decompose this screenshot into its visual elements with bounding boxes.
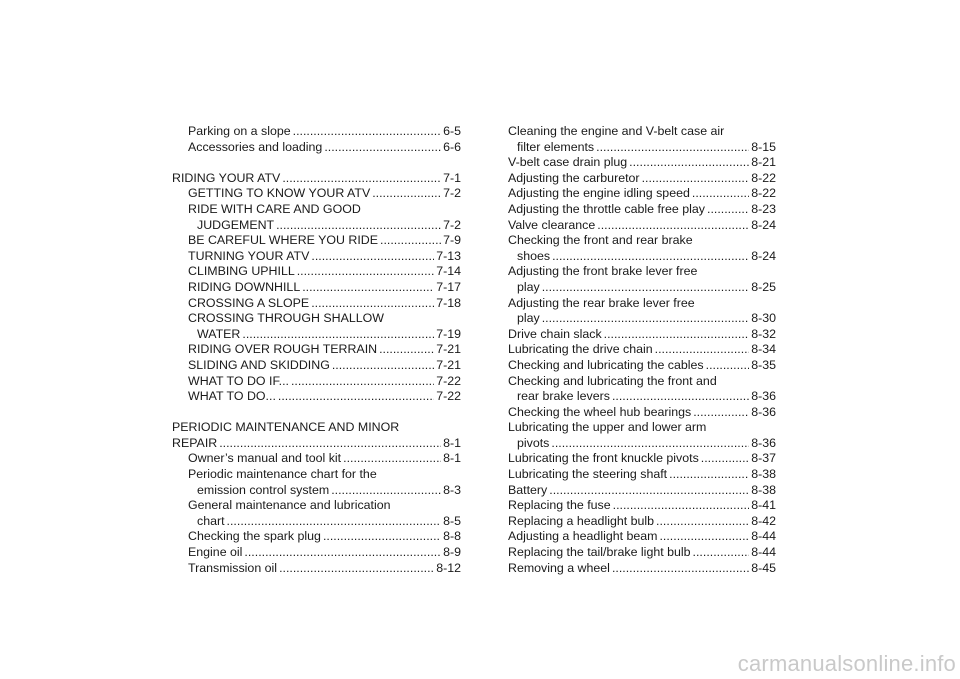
toc-entry-title: SLIDING AND SKIDDING: [188, 357, 330, 372]
toc-section-entry[interactable]: [508, 171, 776, 187]
toc-entry-title: General maintenance and lubrication: [188, 498, 391, 513]
toc-entry-title: Checking the wheel hub bearings: [508, 404, 692, 419]
toc-entry-title: Parking on a slope: [188, 124, 291, 138]
toc-page-number: 8-22: [751, 186, 776, 201]
toc-entry-title: Adjusting the throttle cable free play: [508, 201, 705, 216]
toc-entry-title: play: [517, 311, 540, 326]
toc-section-entry[interactable]: [508, 264, 776, 295]
toc-subsection-entry[interactable]: [172, 358, 461, 374]
toc-entry-title: WHAT TO DO...: [188, 389, 276, 404]
toc-entry-title: WHAT TO DO IF...: [188, 373, 289, 388]
toc-dot-leader: [278, 389, 434, 405]
toc-dot-leader: [693, 405, 749, 421]
toc-section-entry[interactable]: [508, 296, 776, 327]
toc-entry-title: play: [517, 279, 540, 294]
toc-subsection-entry[interactable]: [172, 545, 461, 561]
toc-dot-leader: [551, 436, 749, 452]
toc-page-number: 8-36: [751, 404, 776, 419]
toc-page-number: 6-6: [443, 139, 461, 154]
toc-section-entry[interactable]: [172, 420, 461, 451]
toc-dot-leader: [629, 155, 749, 171]
toc-entry-title: emission control system: [197, 482, 330, 497]
toc-section-entry[interactable]: [508, 233, 776, 264]
toc-dot-leader: [324, 140, 441, 156]
toc-dot-leader: [692, 186, 749, 202]
toc-page-number: 7-18: [436, 295, 461, 310]
toc-dot-leader: [343, 451, 441, 467]
toc-page-number: 8-5: [443, 513, 461, 528]
toc-entry-title: CROSSING THROUGH SHALLOW: [188, 311, 384, 326]
toc-entry-title: REPAIR: [172, 435, 218, 450]
toc-left-column: [172, 124, 461, 576]
toc-dot-leader: [323, 529, 441, 545]
watermark-text: carmanualsonline.info: [737, 651, 956, 676]
toc-entry-title: Drive chain slack: [508, 326, 602, 341]
toc-subsection-entry[interactable]: [172, 311, 461, 342]
toc-page-number: 8-15: [751, 139, 776, 154]
toc-entry-title: Lubricating the steering shaft: [508, 467, 668, 482]
toc-entry-title: Lubricating the upper and lower arm: [508, 420, 707, 435]
toc-page-number: 8-44: [751, 529, 776, 544]
toc-entry-title: RIDE WITH CARE AND GOOD: [188, 201, 361, 216]
toc-entry-title: Replacing a headlight bulb: [508, 513, 655, 528]
toc-dot-leader: [331, 483, 441, 499]
toc-entry-title: RIDING YOUR ATV: [172, 170, 281, 185]
toc-section-entry[interactable]: [508, 545, 776, 561]
toc-subsection-entry[interactable]: [172, 374, 461, 390]
toc-entry-title: Adjusting the engine idling speed: [508, 186, 690, 201]
toc-section-entry[interactable]: [508, 420, 776, 451]
toc-section-entry[interactable]: [508, 514, 776, 530]
toc-entry-title: Lubricating the drive chain: [508, 342, 653, 357]
toc-entry-title: Adjusting the rear brake lever free: [508, 295, 695, 310]
toc-dot-leader: [332, 358, 434, 374]
toc-dot-leader: [549, 483, 749, 499]
toc-dot-leader: [701, 451, 749, 467]
toc-section-entry[interactable]: [508, 124, 776, 155]
toc-section-entry[interactable]: [508, 218, 776, 234]
toc-dot-leader: [282, 171, 441, 187]
toc-entry-title: Checking and lubricating the front and: [508, 373, 717, 388]
toc-dot-leader: [279, 561, 434, 577]
toc-dot-leader: [542, 311, 749, 327]
toc-subsection-entry[interactable]: [172, 296, 461, 312]
toc-entry-title: Engine oil: [188, 545, 243, 560]
toc-entry-title: RIDING DOWNHILL: [188, 279, 301, 294]
toc-subsection-entry[interactable]: [172, 498, 461, 529]
toc-dot-leader: [707, 202, 749, 218]
toc-page-number: 8-36: [751, 389, 776, 404]
toc-section-entry[interactable]: [508, 529, 776, 545]
toc-dot-leader: [597, 218, 749, 234]
toc-page-number: 8-44: [751, 545, 776, 560]
toc-entry-title: RIDING OVER ROUGH TERRAIN: [188, 342, 378, 357]
toc-dot-leader: [604, 327, 750, 343]
toc-subsection-entry[interactable]: [172, 233, 461, 249]
toc-page-number: 7-1: [443, 170, 461, 185]
toc-dot-leader: [242, 327, 434, 343]
toc-dot-leader: [659, 529, 749, 545]
toc-page-number: 8-37: [751, 451, 776, 466]
toc-page-number: 7-2: [443, 186, 461, 201]
toc-subsection-entry[interactable]: [172, 124, 461, 140]
toc-page-number: 7-2: [443, 217, 461, 232]
toc-page-number: 8-3: [443, 482, 461, 497]
toc-page-number: 8-38: [751, 467, 776, 482]
toc-dot-leader: [297, 264, 434, 280]
toc-entry-title: CROSSING A SLOPE: [188, 295, 310, 310]
toc-spacer: [172, 155, 461, 171]
toc-dot-leader: [642, 171, 750, 187]
toc-subsection-entry[interactable]: [172, 451, 461, 467]
toc-dot-leader: [542, 280, 749, 296]
toc-section-entry[interactable]: [508, 498, 776, 514]
toc-page-number: 8-1: [443, 435, 461, 450]
toc-subsection-entry[interactable]: [172, 186, 461, 202]
toc-subsection-entry[interactable]: [172, 467, 461, 498]
toc-section-entry[interactable]: [508, 405, 776, 421]
toc-entry-title: Cleaning the engine and V-belt case air: [508, 124, 725, 138]
toc-entry-title: Checking and lubricating the cables: [508, 357, 704, 372]
toc-entry-title: Transmission oil: [188, 560, 278, 575]
toc-subsection-entry[interactable]: [172, 342, 461, 358]
toc-right-column: [508, 124, 776, 576]
toc-page-number: 8-41: [751, 498, 776, 513]
toc-page-number: 7-21: [436, 357, 461, 372]
toc-page-number: 8-24: [751, 248, 776, 263]
toc-dot-leader: [655, 342, 750, 358]
toc-entry-title: Replacing the tail/brake light bulb: [508, 545, 691, 560]
toc-dot-leader: [612, 561, 749, 577]
toc-section-entry[interactable]: [508, 202, 776, 218]
toc-page-number: 8-12: [436, 560, 461, 575]
toc-dot-leader: [706, 358, 750, 374]
toc-subsection-entry[interactable]: [172, 249, 461, 265]
toc-page-number: 8-32: [751, 326, 776, 341]
toc-page-number: 8-34: [751, 342, 776, 357]
toc-page-number: 8-21: [751, 155, 776, 170]
toc-dot-leader: [693, 545, 750, 561]
toc-dot-leader: [293, 124, 441, 140]
toc-section-entry[interactable]: [508, 467, 776, 483]
toc-page-number: 7-9: [443, 233, 461, 248]
toc-page-number: 8-35: [751, 357, 776, 372]
toc-page-number: 7-14: [436, 264, 461, 279]
toc-dot-leader: [380, 233, 441, 249]
toc-section-entry[interactable]: [508, 327, 776, 343]
toc-dot-leader: [227, 514, 442, 530]
toc-dot-leader: [276, 218, 441, 234]
toc-dot-leader: [552, 249, 749, 265]
toc-entry-title: TURNING YOUR ATV: [188, 248, 310, 263]
toc-page-number: 8-1: [443, 451, 461, 466]
toc-dot-leader: [244, 545, 441, 561]
toc-dot-leader: [669, 467, 749, 483]
toc-entry-title: rear brake levers: [517, 389, 610, 404]
toc-entry-title: Checking the front and rear brake: [508, 233, 693, 248]
toc-page-number: 8-8: [443, 529, 461, 544]
toc-section-entry[interactable]: [508, 342, 776, 358]
toc-page-number: 8-23: [751, 201, 776, 216]
toc-page-number: 8-9: [443, 545, 461, 560]
toc-entry-title: shoes: [517, 248, 551, 263]
toc-entry-title: BE CAREFUL WHERE YOU RIDE: [188, 233, 379, 248]
toc-entry-title: GETTING TO KNOW YOUR ATV: [188, 186, 371, 201]
toc-entry-title: Removing a wheel: [508, 560, 610, 575]
toc-entry-title: Accessories and loading: [188, 139, 323, 154]
toc-entry-title: Checking the spark plug: [188, 529, 321, 544]
toc-section-entry[interactable]: [508, 358, 776, 374]
toc-entry-title: PERIODIC MAINTENANCE AND MINOR: [172, 420, 400, 435]
toc-page-number: 7-22: [436, 389, 461, 404]
toc-entry-title: chart: [197, 513, 225, 528]
toc-page-number: 7-17: [436, 279, 461, 294]
toc-dot-leader: [291, 374, 434, 390]
toc-section-entry[interactable]: [508, 374, 776, 405]
toc-section-entry[interactable]: [508, 155, 776, 171]
toc-page-number: 8-25: [751, 279, 776, 294]
toc-page-number: 8-42: [751, 513, 776, 528]
toc-entry-title: filter elements: [517, 139, 595, 154]
toc-entry-title: CLIMBING UPHILL: [188, 264, 295, 279]
toc-dot-leader: [311, 249, 434, 265]
toc-subsection-entry[interactable]: [172, 140, 461, 156]
toc-page-number: 8-38: [751, 482, 776, 497]
toc-entry-title: Owner’s manual and tool kit: [188, 451, 342, 466]
toc-entry-title: Valve clearance: [508, 217, 596, 232]
toc-subsection-entry[interactable]: [172, 280, 461, 296]
toc-entry-title: Adjusting a headlight beam: [508, 529, 658, 544]
toc-section-entry[interactable]: [508, 451, 776, 467]
toc-entry-title: JUDGEMENT: [197, 217, 275, 232]
toc-page-number: 8-45: [751, 560, 776, 575]
toc-entry-title: WATER: [197, 326, 241, 341]
toc-dot-leader: [613, 498, 750, 514]
toc-dot-leader: [596, 140, 749, 156]
toc-page-number: 8-36: [751, 435, 776, 450]
toc-subsection-entry[interactable]: [172, 529, 461, 545]
toc-subsection-entry[interactable]: [172, 202, 461, 233]
toc-dot-leader: [612, 389, 749, 405]
toc-subsection-entry[interactable]: [172, 561, 461, 577]
toc-entry-title: pivots: [517, 435, 550, 450]
toc-page-number: 7-19: [436, 326, 461, 341]
toc-dot-leader: [219, 436, 441, 452]
toc-page-number: 7-21: [436, 342, 461, 357]
toc-dot-leader: [656, 514, 749, 530]
toc-spacer: [172, 405, 461, 421]
toc-subsection-entry[interactable]: [172, 389, 461, 405]
toc-entry-title: Adjusting the carburetor: [508, 170, 640, 185]
toc-dot-leader: [372, 186, 441, 202]
toc-page-number: 8-24: [751, 217, 776, 232]
toc-section-entry[interactable]: [172, 171, 461, 187]
toc-page-number: 7-13: [436, 248, 461, 263]
toc-entry-title: Periodic maintenance chart for the: [188, 467, 377, 482]
toc-entry-title: Battery: [508, 482, 548, 497]
toc-page-number: 7-22: [436, 373, 461, 388]
toc-subsection-entry[interactable]: [172, 264, 461, 280]
toc-dot-leader: [311, 296, 434, 312]
toc-dot-leader: [302, 280, 434, 296]
toc-page-number: 8-22: [751, 170, 776, 185]
toc-entry-title: Adjusting the front brake lever free: [508, 264, 698, 279]
toc-section-entry[interactable]: [508, 186, 776, 202]
toc-entry-title: Lubricating the front knuckle pivots: [508, 451, 699, 466]
toc-page-number: 6-5: [443, 124, 461, 138]
toc-section-entry[interactable]: [508, 483, 776, 499]
toc-dot-leader: [379, 342, 434, 358]
toc-entry-title: Replacing the fuse: [508, 498, 611, 513]
toc-section-entry[interactable]: [508, 561, 776, 577]
toc-entry-title: V-belt case drain plug: [508, 155, 628, 170]
toc-page-number: 8-30: [751, 311, 776, 326]
